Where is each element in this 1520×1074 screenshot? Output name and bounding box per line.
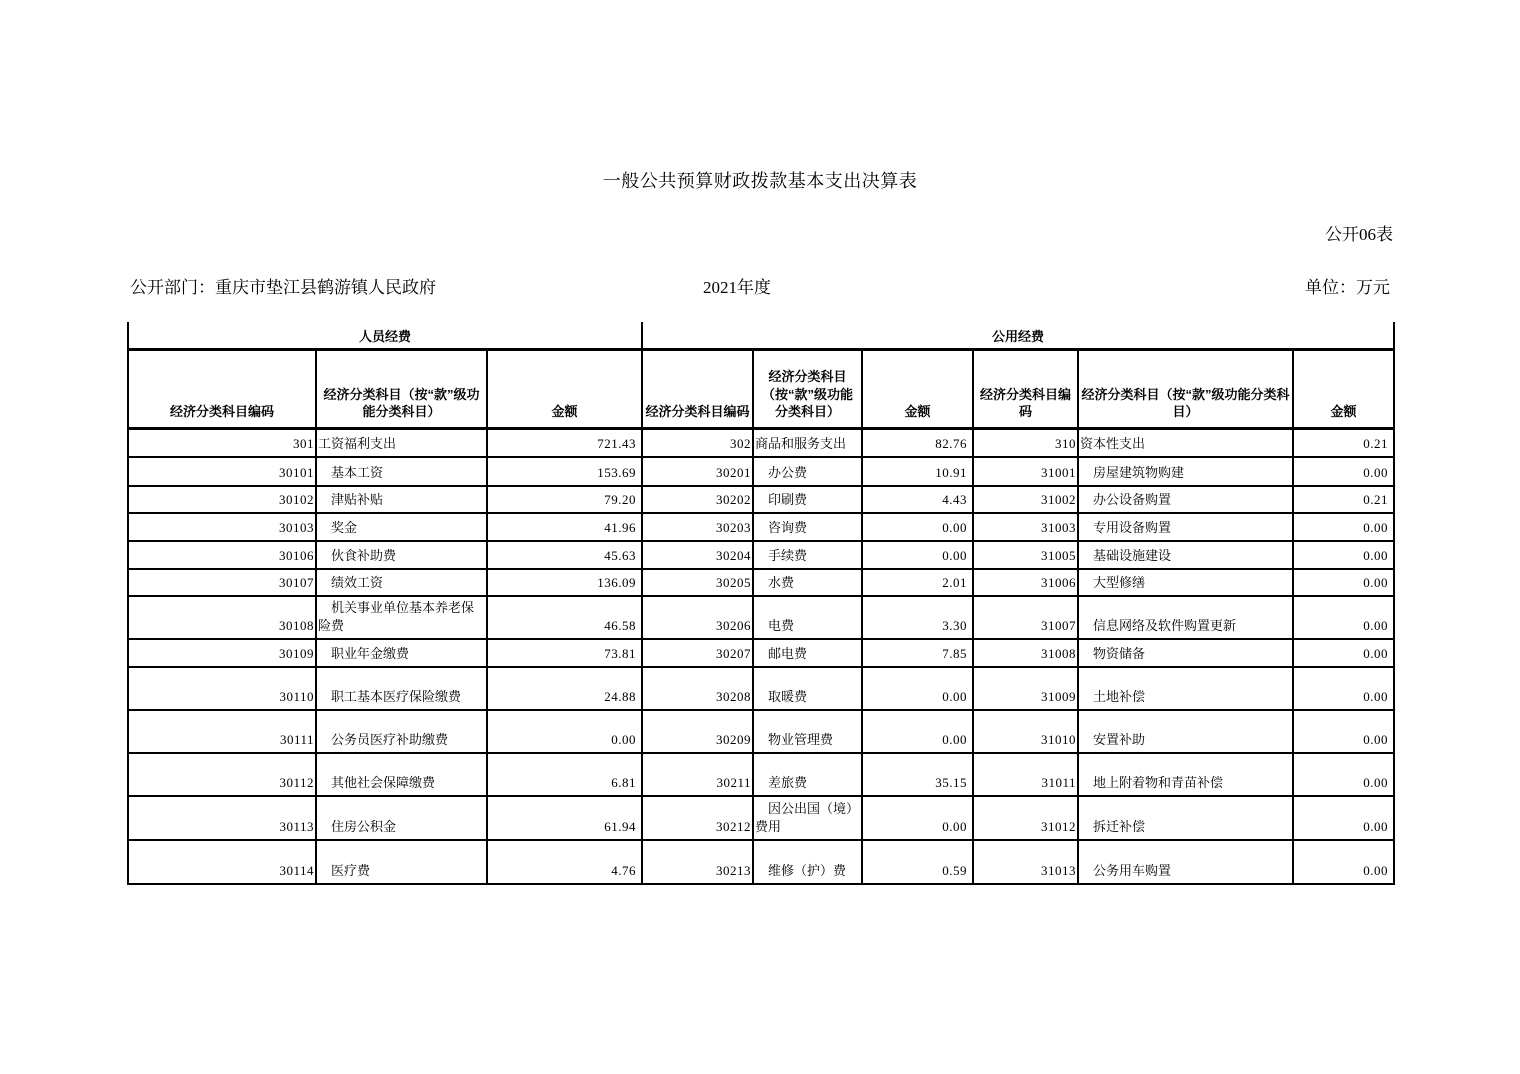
cell-amount: 10.91 — [862, 457, 973, 486]
cell-amount: 2.01 — [862, 569, 973, 596]
cell-subject: 大型修缮 — [1078, 569, 1293, 596]
cell-subject: 资本性支出 — [1078, 429, 1293, 457]
cell-code: 30111 — [128, 710, 316, 753]
cell-code: 31012 — [973, 796, 1078, 840]
cell-code: 31011 — [973, 753, 1078, 796]
cell-code: 30213 — [642, 840, 753, 884]
cell-subject: 维修（护）费 — [753, 840, 862, 884]
cell-code: 30109 — [128, 639, 316, 667]
column-header-subject-2: 经济分类科目（按“款”级功能分类科目） — [753, 350, 862, 429]
cell-code: 30108 — [128, 596, 316, 639]
cell-subject: 津贴补贴 — [316, 486, 487, 513]
table-row — [128, 429, 1394, 457]
cell-subject: 工资福利支出 — [316, 429, 487, 457]
cell-amount: 73.81 — [487, 639, 642, 667]
cell-amount: 0.00 — [1293, 639, 1394, 667]
cell-code: 30102 — [128, 486, 316, 513]
group-header-public-funds: 公用经费 — [642, 322, 1394, 350]
cell-subject: 基本工资 — [316, 457, 487, 486]
cell-code: 31005 — [973, 541, 1078, 569]
cell-amount: 45.63 — [487, 541, 642, 569]
cell-code: 30101 — [128, 457, 316, 486]
table-row — [128, 667, 1394, 710]
cell-code: 30208 — [642, 667, 753, 710]
cell-code: 31007 — [973, 596, 1078, 639]
cell-code: 30204 — [642, 541, 753, 569]
cell-amount: 0.00 — [1293, 753, 1394, 796]
cell-code: 302 — [642, 429, 753, 457]
cell-subject: 医疗费 — [316, 840, 487, 884]
cell-code: 31009 — [973, 667, 1078, 710]
cell-subject: 物资储备 — [1078, 639, 1293, 667]
column-header-code-3: 经济分类科目编码 — [973, 350, 1078, 429]
column-header-amount-2: 金额 — [862, 350, 973, 429]
column-header-amount-1: 金额 — [487, 350, 642, 429]
cell-subject: 绩效工资 — [316, 569, 487, 596]
cell-subject: 公务用车购置 — [1078, 840, 1293, 884]
cell-code: 30114 — [128, 840, 316, 884]
cell-amount: 79.20 — [487, 486, 642, 513]
cell-code: 31002 — [973, 486, 1078, 513]
cell-amount: 61.94 — [487, 796, 642, 840]
cell-amount: 0.00 — [862, 796, 973, 840]
cell-subject: 咨询费 — [753, 513, 862, 541]
cell-amount: 0.00 — [1293, 457, 1394, 486]
cell-subject: 职工基本医疗保险缴费 — [316, 667, 487, 710]
column-header-subject-3: 经济分类科目（按“款”级功能分类科目） — [1078, 350, 1293, 429]
cell-subject: 水费 — [753, 569, 862, 596]
cell-subject: 房屋建筑物购建 — [1078, 457, 1293, 486]
cell-amount: 0.21 — [1293, 429, 1394, 457]
table-row — [128, 596, 1394, 639]
cell-amount: 6.81 — [487, 753, 642, 796]
table-row — [128, 710, 1394, 753]
cell-amount: 4.43 — [862, 486, 973, 513]
cell-amount: 153.69 — [487, 457, 642, 486]
budget-table — [127, 322, 1395, 885]
year-label: 2021年度 — [703, 278, 771, 297]
cell-code: 30202 — [642, 486, 753, 513]
cell-subject: 因公出国（境）费用 — [753, 796, 862, 840]
cell-subject: 地上附着物和青苗补偿 — [1078, 753, 1293, 796]
table-row — [128, 639, 1394, 667]
cell-code: 31013 — [973, 840, 1078, 884]
cell-amount: 0.00 — [1293, 596, 1394, 639]
group-header-personnel-funds: 人员经费 — [128, 322, 642, 350]
cell-subject: 印刷费 — [753, 486, 862, 513]
cell-amount: 4.76 — [487, 840, 642, 884]
cell-amount: 0.00 — [1293, 796, 1394, 840]
cell-code: 30205 — [642, 569, 753, 596]
cell-amount: 35.15 — [862, 753, 973, 796]
cell-code: 30110 — [128, 667, 316, 710]
cell-amount: 0.00 — [862, 513, 973, 541]
cell-amount: 24.88 — [487, 667, 642, 710]
cell-amount: 46.58 — [487, 596, 642, 639]
cell-subject: 物业管理费 — [753, 710, 862, 753]
column-header-code-2: 经济分类科目编码 — [642, 350, 753, 429]
cell-amount: 0.00 — [862, 710, 973, 753]
table-row — [128, 796, 1394, 840]
table-row — [128, 457, 1394, 486]
cell-code: 310 — [973, 429, 1078, 457]
cell-subject: 公务员医疗补助缴费 — [316, 710, 487, 753]
cell-subject: 安置补助 — [1078, 710, 1293, 753]
cell-amount: 0.21 — [1293, 486, 1394, 513]
page-title: 一般公共预算财政拨款基本支出决算表 — [602, 171, 918, 191]
cell-subject: 取暖费 — [753, 667, 862, 710]
cell-code: 30212 — [642, 796, 753, 840]
cell-code: 30203 — [642, 513, 753, 541]
cell-subject: 奖金 — [316, 513, 487, 541]
column-header-code-1: 经济分类科目编码 — [128, 350, 316, 429]
sheet-number-label: 公开06表 — [1325, 225, 1393, 244]
cell-amount: 136.09 — [487, 569, 642, 596]
cell-amount: 0.00 — [1293, 569, 1394, 596]
table-row — [128, 840, 1394, 884]
column-header-row — [128, 350, 1394, 429]
column-header-amount-3: 金额 — [1293, 350, 1394, 429]
cell-subject: 拆迁补偿 — [1078, 796, 1293, 840]
cell-subject: 办公设备购置 — [1078, 486, 1293, 513]
cell-subject: 手续费 — [753, 541, 862, 569]
cell-subject: 差旅费 — [753, 753, 862, 796]
group-header-row — [128, 322, 1394, 350]
cell-subject: 基础设施建设 — [1078, 541, 1293, 569]
cell-code: 30103 — [128, 513, 316, 541]
cell-amount: 0.00 — [487, 710, 642, 753]
cell-amount: 0.00 — [1293, 710, 1394, 753]
cell-amount: 3.30 — [862, 596, 973, 639]
cell-code: 30106 — [128, 541, 316, 569]
cell-subject: 专用设备购置 — [1078, 513, 1293, 541]
cell-code: 30112 — [128, 753, 316, 796]
cell-amount: 721.43 — [487, 429, 642, 457]
cell-amount: 7.85 — [862, 639, 973, 667]
table-body — [128, 429, 1394, 884]
cell-amount: 0.00 — [1293, 541, 1394, 569]
cell-amount: 0.59 — [862, 840, 973, 884]
cell-subject: 商品和服务支出 — [753, 429, 862, 457]
table-row — [128, 486, 1394, 513]
cell-subject: 邮电费 — [753, 639, 862, 667]
cell-subject: 办公费 — [753, 457, 862, 486]
cell-subject: 其他社会保障缴费 — [316, 753, 487, 796]
cell-amount: 0.00 — [1293, 513, 1394, 541]
cell-code: 30113 — [128, 796, 316, 840]
unit-label: 单位：万元 — [1305, 278, 1390, 297]
cell-subject: 职业年金缴费 — [316, 639, 487, 667]
cell-code: 31010 — [973, 710, 1078, 753]
cell-subject: 电费 — [753, 596, 862, 639]
cell-amount: 0.00 — [862, 667, 973, 710]
cell-subject: 住房公积金 — [316, 796, 487, 840]
cell-amount: 41.96 — [487, 513, 642, 541]
cell-code: 30107 — [128, 569, 316, 596]
meta-line — [127, 273, 1393, 297]
cell-amount: 0.00 — [862, 541, 973, 569]
cell-amount: 82.76 — [862, 429, 973, 457]
cell-code: 31008 — [973, 639, 1078, 667]
cell-code: 30201 — [642, 457, 753, 486]
table-row — [128, 541, 1394, 569]
cell-subject: 信息网络及软件购置更新 — [1078, 596, 1293, 639]
table-row — [128, 513, 1394, 541]
cell-subject: 土地补偿 — [1078, 667, 1293, 710]
column-header-subject-1: 经济分类科目（按“款”级功能分类科目） — [316, 350, 487, 429]
cell-code: 30211 — [642, 753, 753, 796]
cell-amount: 0.00 — [1293, 667, 1394, 710]
cell-code: 31003 — [973, 513, 1078, 541]
cell-code: 301 — [128, 429, 316, 457]
table-row — [128, 569, 1394, 596]
department-label: 公开部门：重庆市垫江县鹤游镇人民政府 — [130, 278, 436, 297]
cell-subject: 机关事业单位基本养老保险费 — [316, 596, 487, 639]
cell-code: 31006 — [973, 569, 1078, 596]
cell-code: 30209 — [642, 710, 753, 753]
cell-code: 30206 — [642, 596, 753, 639]
cell-amount: 0.00 — [1293, 840, 1394, 884]
cell-subject: 伙食补助费 — [316, 541, 487, 569]
cell-code: 30207 — [642, 639, 753, 667]
cell-code: 31001 — [973, 457, 1078, 486]
table-row — [128, 753, 1394, 796]
